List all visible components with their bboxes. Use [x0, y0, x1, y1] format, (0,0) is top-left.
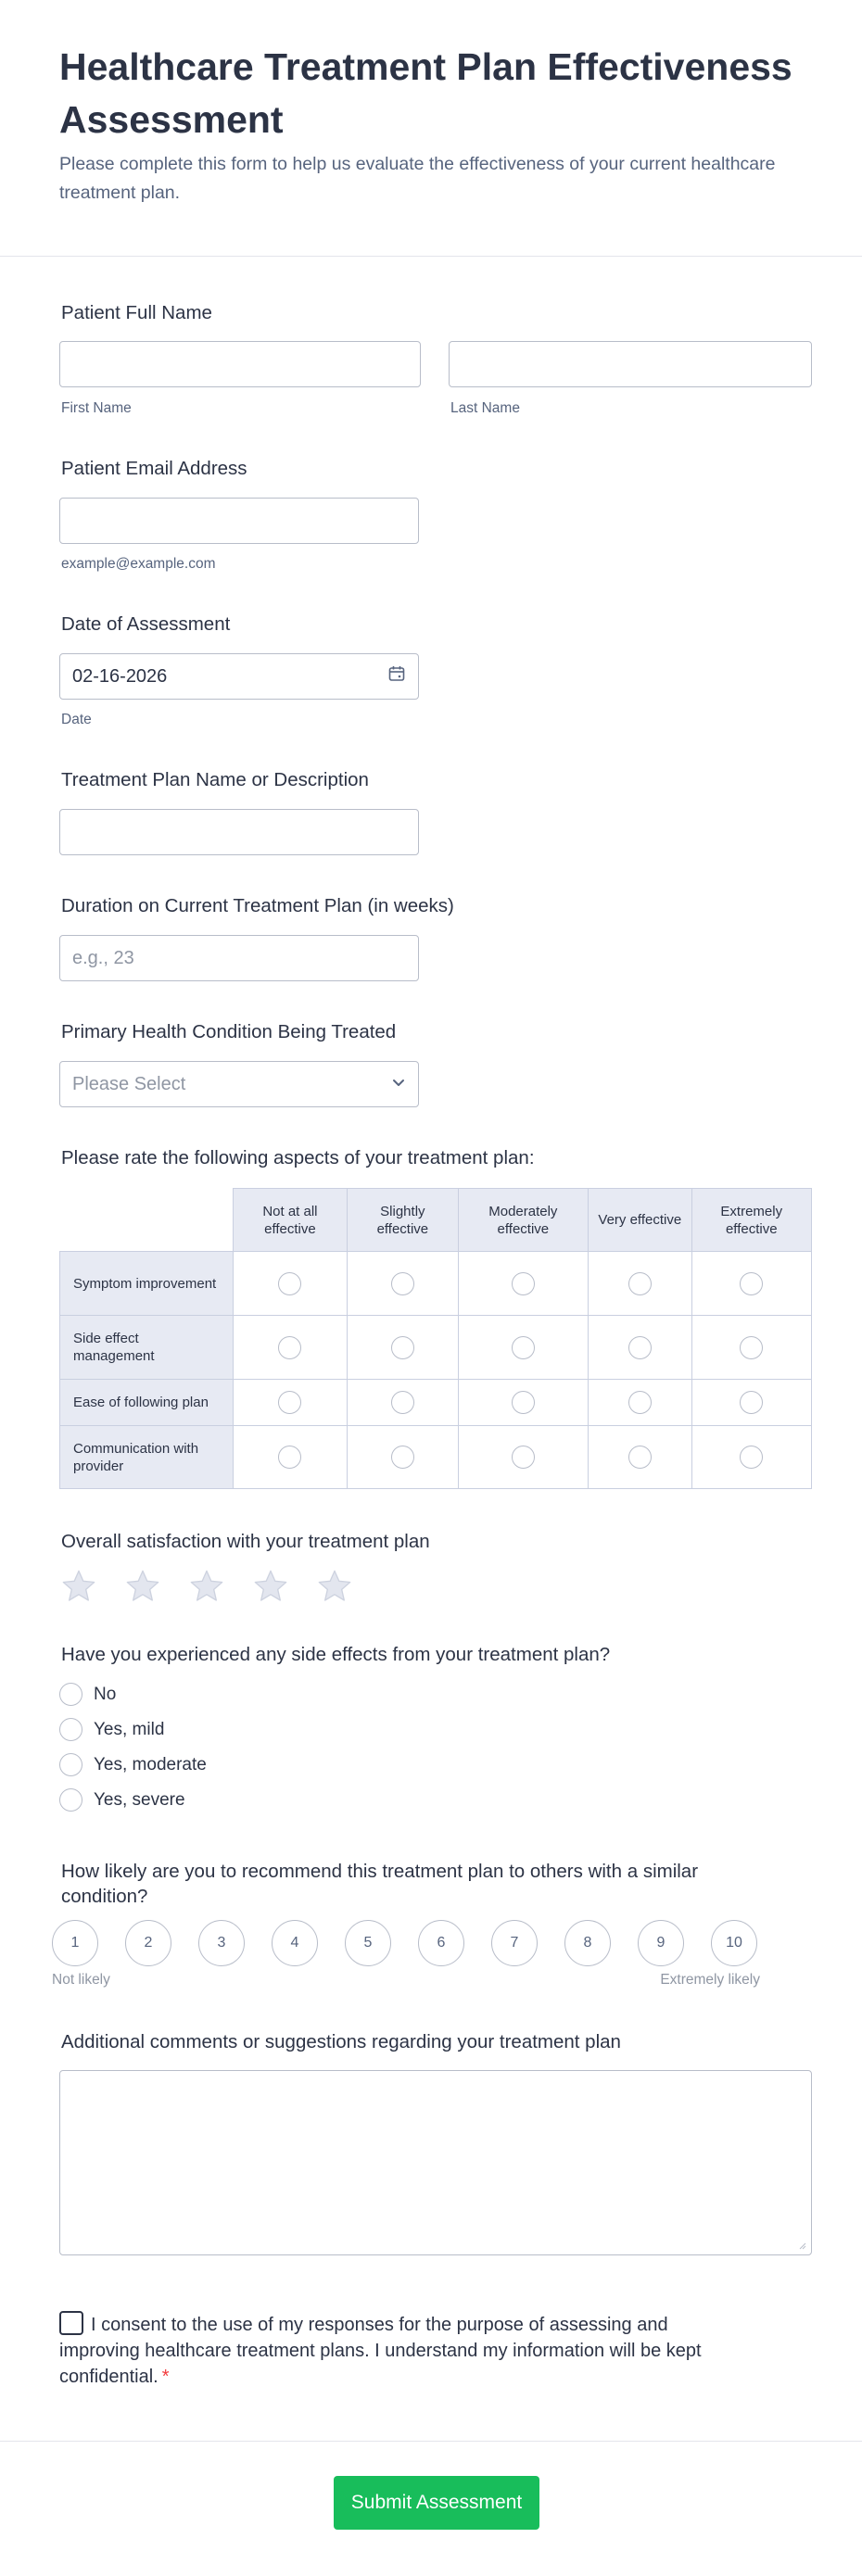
radio-button[interactable]: [59, 1683, 82, 1706]
recommend-label: How likely are you to recommend this treatment plan to others with a similar condition?: [61, 1861, 699, 1907]
side-effects-option[interactable]: [59, 1788, 185, 1812]
matrix-radio[interactable]: [391, 1336, 414, 1359]
email-sublabel: example@example.com: [61, 556, 216, 572]
duration-label: Duration on Current Treatment Plan (in weeks): [61, 895, 454, 916]
star-icon[interactable]: [59, 1568, 98, 1605]
scale-option[interactable]: 4: [272, 1920, 318, 1966]
star-icon[interactable]: [187, 1568, 226, 1605]
radio-button[interactable]: [59, 1718, 82, 1741]
condition-select[interactable]: [59, 1061, 419, 1107]
matrix-radio[interactable]: [740, 1446, 763, 1469]
side-effects-option[interactable]: [59, 1683, 116, 1706]
option-label: Yes, severe: [94, 1789, 185, 1810]
side-effects-option[interactable]: [59, 1753, 207, 1776]
matrix-radio[interactable]: [512, 1336, 535, 1359]
scale-max-label: Extremely likely: [660, 1972, 760, 1988]
matrix-row-header: Symptom improvement: [60, 1252, 234, 1316]
matrix-radio[interactable]: [740, 1336, 763, 1359]
star-icon[interactable]: [251, 1568, 290, 1605]
matrix-corner: [60, 1189, 234, 1252]
matrix-radio[interactable]: [278, 1336, 301, 1359]
satisfaction-label: Overall satisfaction with your treatment plan: [61, 1531, 430, 1552]
scale-option[interactable]: 1: [52, 1920, 98, 1966]
rating-matrix: [59, 1188, 812, 1489]
star-icon[interactable]: [315, 1568, 354, 1605]
matrix-radio[interactable]: [391, 1272, 414, 1295]
date-sublabel: Date: [61, 712, 92, 727]
scale-option[interactable]: 5: [345, 1920, 391, 1966]
matrix-row: [60, 1380, 812, 1426]
recommend-scale: [52, 1920, 757, 1966]
matrix-radio[interactable]: [628, 1272, 652, 1295]
option-label: No: [94, 1684, 117, 1704]
footer-divider: [0, 2441, 862, 2442]
side-effects-label: Have you experienced any side effects from your treatment plan?: [61, 1644, 611, 1665]
radio-button[interactable]: [59, 1788, 82, 1812]
matrix-radio[interactable]: [740, 1391, 763, 1414]
rating-label: Please rate the following aspects of your treatment plan:: [61, 1147, 535, 1168]
scale-option[interactable]: 3: [198, 1920, 245, 1966]
required-mark: *: [161, 2367, 170, 2387]
consent-text: I consent to the use of my responses for the purpose of assessing and improving healthcare treatment plans. I understand my information will be kept confidential.: [59, 2315, 702, 2387]
date-label: Date of Assessment: [61, 613, 231, 635]
comments-label: Additional comments or suggestions regarding your treatment plan: [61, 2031, 621, 2052]
matrix-radio[interactable]: [628, 1446, 652, 1469]
star-rating: [59, 1568, 354, 1605]
matrix-row: [60, 1252, 812, 1316]
matrix-column-header: Very effective: [589, 1189, 691, 1252]
patient-name-label: Patient Full Name: [61, 302, 212, 323]
matrix-radio[interactable]: [512, 1391, 535, 1414]
matrix-row-header: Side effect management: [60, 1316, 234, 1380]
consent-field: [59, 2311, 745, 2390]
consent-checkbox[interactable]: [59, 2311, 83, 2335]
matrix-radio[interactable]: [512, 1272, 535, 1295]
form-subtitle: Please complete this form to help us evaluate the effectiveness of your current healthcare treatment plan.: [59, 154, 776, 203]
condition-selected-value: Please Select: [72, 1073, 186, 1094]
scale-option[interactable]: 9: [638, 1920, 684, 1966]
resize-grip-icon[interactable]: [797, 2241, 806, 2250]
matrix-row-header: Ease of following plan: [60, 1380, 234, 1426]
form-header: [0, 0, 862, 257]
radio-button[interactable]: [59, 1753, 82, 1776]
treatment-plan-label: Treatment Plan Name or Description: [61, 769, 369, 790]
email-input[interactable]: [59, 498, 419, 544]
condition-label: Primary Health Condition Being Treated: [61, 1021, 397, 1042]
email-label: Patient Email Address: [61, 458, 247, 479]
matrix-radio[interactable]: [278, 1391, 301, 1414]
date-value: 02-16-2026: [72, 665, 168, 687]
matrix-radio[interactable]: [278, 1446, 301, 1469]
duration-input[interactable]: [59, 935, 419, 981]
form-title: Healthcare Treatment Plan Effectiveness Assessment: [59, 45, 792, 141]
matrix-row: [60, 1426, 812, 1489]
star-icon[interactable]: [123, 1568, 162, 1605]
first-name-sublabel: First Name: [61, 400, 132, 416]
scale-option[interactable]: 8: [564, 1920, 611, 1966]
last-name-sublabel: Last Name: [450, 400, 520, 416]
matrix-row: [60, 1316, 812, 1380]
scale-option[interactable]: 7: [491, 1920, 538, 1966]
scale-option[interactable]: 10: [711, 1920, 757, 1966]
matrix-radio[interactable]: [740, 1272, 763, 1295]
matrix-radio[interactable]: [628, 1391, 652, 1414]
first-name-input[interactable]: [59, 341, 421, 387]
matrix-radio[interactable]: [512, 1446, 535, 1469]
date-input[interactable]: [59, 653, 419, 700]
matrix-column-header: Slightly effective: [348, 1189, 458, 1252]
matrix-radio[interactable]: [278, 1272, 301, 1295]
option-label: Yes, mild: [94, 1719, 165, 1739]
chevron-down-icon: [391, 1074, 406, 1095]
comments-textarea[interactable]: [59, 2070, 812, 2255]
scale-option[interactable]: 2: [125, 1920, 171, 1966]
matrix-radio[interactable]: [391, 1391, 414, 1414]
matrix-column-header: Not at all effective: [233, 1189, 347, 1252]
matrix-radio[interactable]: [391, 1446, 414, 1469]
last-name-input[interactable]: [449, 341, 812, 387]
matrix-radio[interactable]: [628, 1336, 652, 1359]
option-label: Yes, moderate: [94, 1754, 207, 1774]
matrix-row-header: Communication with provider: [60, 1426, 234, 1489]
matrix-column-header: Extremely effective: [691, 1189, 812, 1252]
calendar-icon[interactable]: [387, 664, 406, 688]
scale-option[interactable]: 6: [418, 1920, 464, 1966]
submit-button[interactable]: Submit Assessment: [334, 2476, 539, 2530]
matrix-column-header: Moderately effective: [458, 1189, 589, 1252]
treatment-plan-input[interactable]: [59, 809, 419, 855]
scale-min-label: Not likely: [52, 1972, 110, 1988]
side-effects-option[interactable]: [59, 1718, 164, 1741]
